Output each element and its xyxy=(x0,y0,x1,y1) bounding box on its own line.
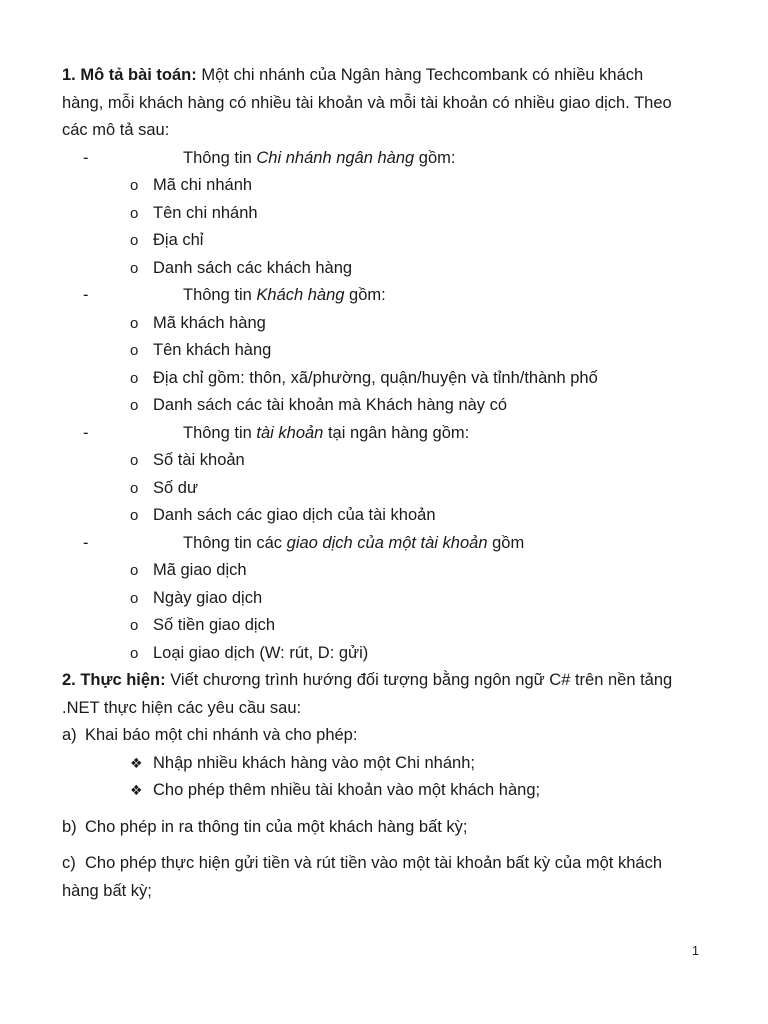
circle-bullet: o xyxy=(130,479,139,497)
emphasis-text: Chi nhánh ngân hàng xyxy=(256,148,415,167)
list-item: o Mã giao dịch xyxy=(62,557,712,585)
circle-bullet: o xyxy=(130,204,139,222)
circle-bullet: o xyxy=(130,507,139,524)
list-item: o Tên chi nhánh xyxy=(62,200,712,228)
customer-info-header: - Thông tin Khách hàng gồm: xyxy=(62,282,712,310)
circle-bullet: o xyxy=(130,177,139,194)
page-number: 1 xyxy=(692,944,699,958)
section-2-heading: 2. Thực hiện: xyxy=(62,671,166,689)
circle-bullet: o xyxy=(130,259,139,277)
account-info-header: - Thông tin tài khoản tại ngân hàng gồm: xyxy=(62,420,712,448)
document-page xyxy=(62,62,712,905)
dash-bullet: - xyxy=(83,286,89,304)
list-item: o Danh sách các tài khoản mà Khách hàng này có xyxy=(62,392,712,420)
requirement-c-continuation: hàng bất kỳ; xyxy=(62,881,152,900)
section-1-intro-line-2: hàng, mỗi khách hàng có nhiều tài khoản và mỗi tài khoản có nhiều giao dịch. Theo xyxy=(62,93,672,112)
requirement-marker: a) xyxy=(62,726,77,744)
list-item: ❖ Nhập nhiều khách hàng vào một Chi nhánh; xyxy=(62,750,712,778)
circle-bullet: o xyxy=(130,397,139,414)
circle-bullet: o xyxy=(130,369,139,387)
diamond-bullet-icon: ❖ xyxy=(130,754,143,771)
list-item: ❖ Cho phép thêm nhiều tài khoản vào một khách hàng; xyxy=(62,777,712,805)
list-item: o Số dư xyxy=(62,475,712,503)
circle-bullet: o xyxy=(130,644,139,662)
section-2-intro-text: Viết chương trình hướng đối tượng bằng ngôn ngữ C# trên nền tảng xyxy=(165,671,673,689)
list-item: o Loại giao dịch (W: rút, D: gửi) xyxy=(62,640,712,668)
list-item: o Tên khách hàng xyxy=(62,337,712,365)
list-item: o Số tiền giao dịch xyxy=(62,612,712,640)
circle-bullet: o xyxy=(130,562,139,579)
requirement-marker: c) xyxy=(62,854,76,872)
list-item: o Mã khách hàng xyxy=(62,310,712,338)
circle-bullet: o xyxy=(130,617,139,634)
dash-bullet: - xyxy=(83,533,89,552)
section-1-heading: 1. Mô tả bài toán: xyxy=(62,66,197,84)
list-item: o Địa chỉ gồm: thôn, xã/phường, quận/huyện và tỉnh/thành phố xyxy=(62,365,712,393)
list-item: o Số tài khoản xyxy=(62,447,712,475)
requirement-c: c) Cho phép thực hiện gửi tiền và rút tiền vào một tài khoản bất kỳ của một khách xyxy=(62,850,712,878)
emphasis-text: giao dịch của một tài khoản xyxy=(286,533,488,552)
section-2-intro-line-2: .NET thực hiện các yêu cầu sau: xyxy=(62,698,302,717)
list-item: o Mã chi nhánh xyxy=(62,172,712,200)
section-1-intro-line-1 xyxy=(62,62,712,90)
bank-branch-info-header: - Thông tin Chi nhánh ngân hàng gồm: xyxy=(62,145,712,173)
diamond-bullet-icon: ❖ xyxy=(130,782,143,798)
section-2-intro-line-1 xyxy=(62,667,712,695)
circle-bullet: o xyxy=(130,314,139,332)
circle-bullet: o xyxy=(130,452,139,469)
requirement-b: b) Cho phép in ra thông tin của một khách hàng bất kỳ; xyxy=(62,814,712,842)
requirement-marker: b) xyxy=(62,817,77,836)
circle-bullet: o xyxy=(130,589,139,607)
emphasis-text: Khách hàng xyxy=(256,286,345,304)
emphasis-text: tài khoản xyxy=(256,423,324,442)
list-item: o Danh sách các khách hàng xyxy=(62,255,712,283)
dash-bullet: - xyxy=(83,148,89,167)
list-item: o Ngày giao dịch xyxy=(62,585,712,613)
section-1-intro-text: Một chi nhánh của Ngân hàng Techcombank có nhiều khách xyxy=(196,66,644,84)
circle-bullet: o xyxy=(130,342,139,359)
requirement-a: a) Khai báo một chi nhánh và cho phép: xyxy=(62,722,712,750)
dash-bullet: - xyxy=(83,423,89,442)
list-item: o Danh sách các giao dịch của tài khoản xyxy=(62,502,712,530)
transaction-info-header: - Thông tin các giao dịch của một tài khoản gồm xyxy=(62,530,712,558)
section-1-intro-line-3: các mô tả sau: xyxy=(62,121,170,139)
circle-bullet: o xyxy=(130,232,139,249)
list-item: o Địa chỉ xyxy=(62,227,712,255)
